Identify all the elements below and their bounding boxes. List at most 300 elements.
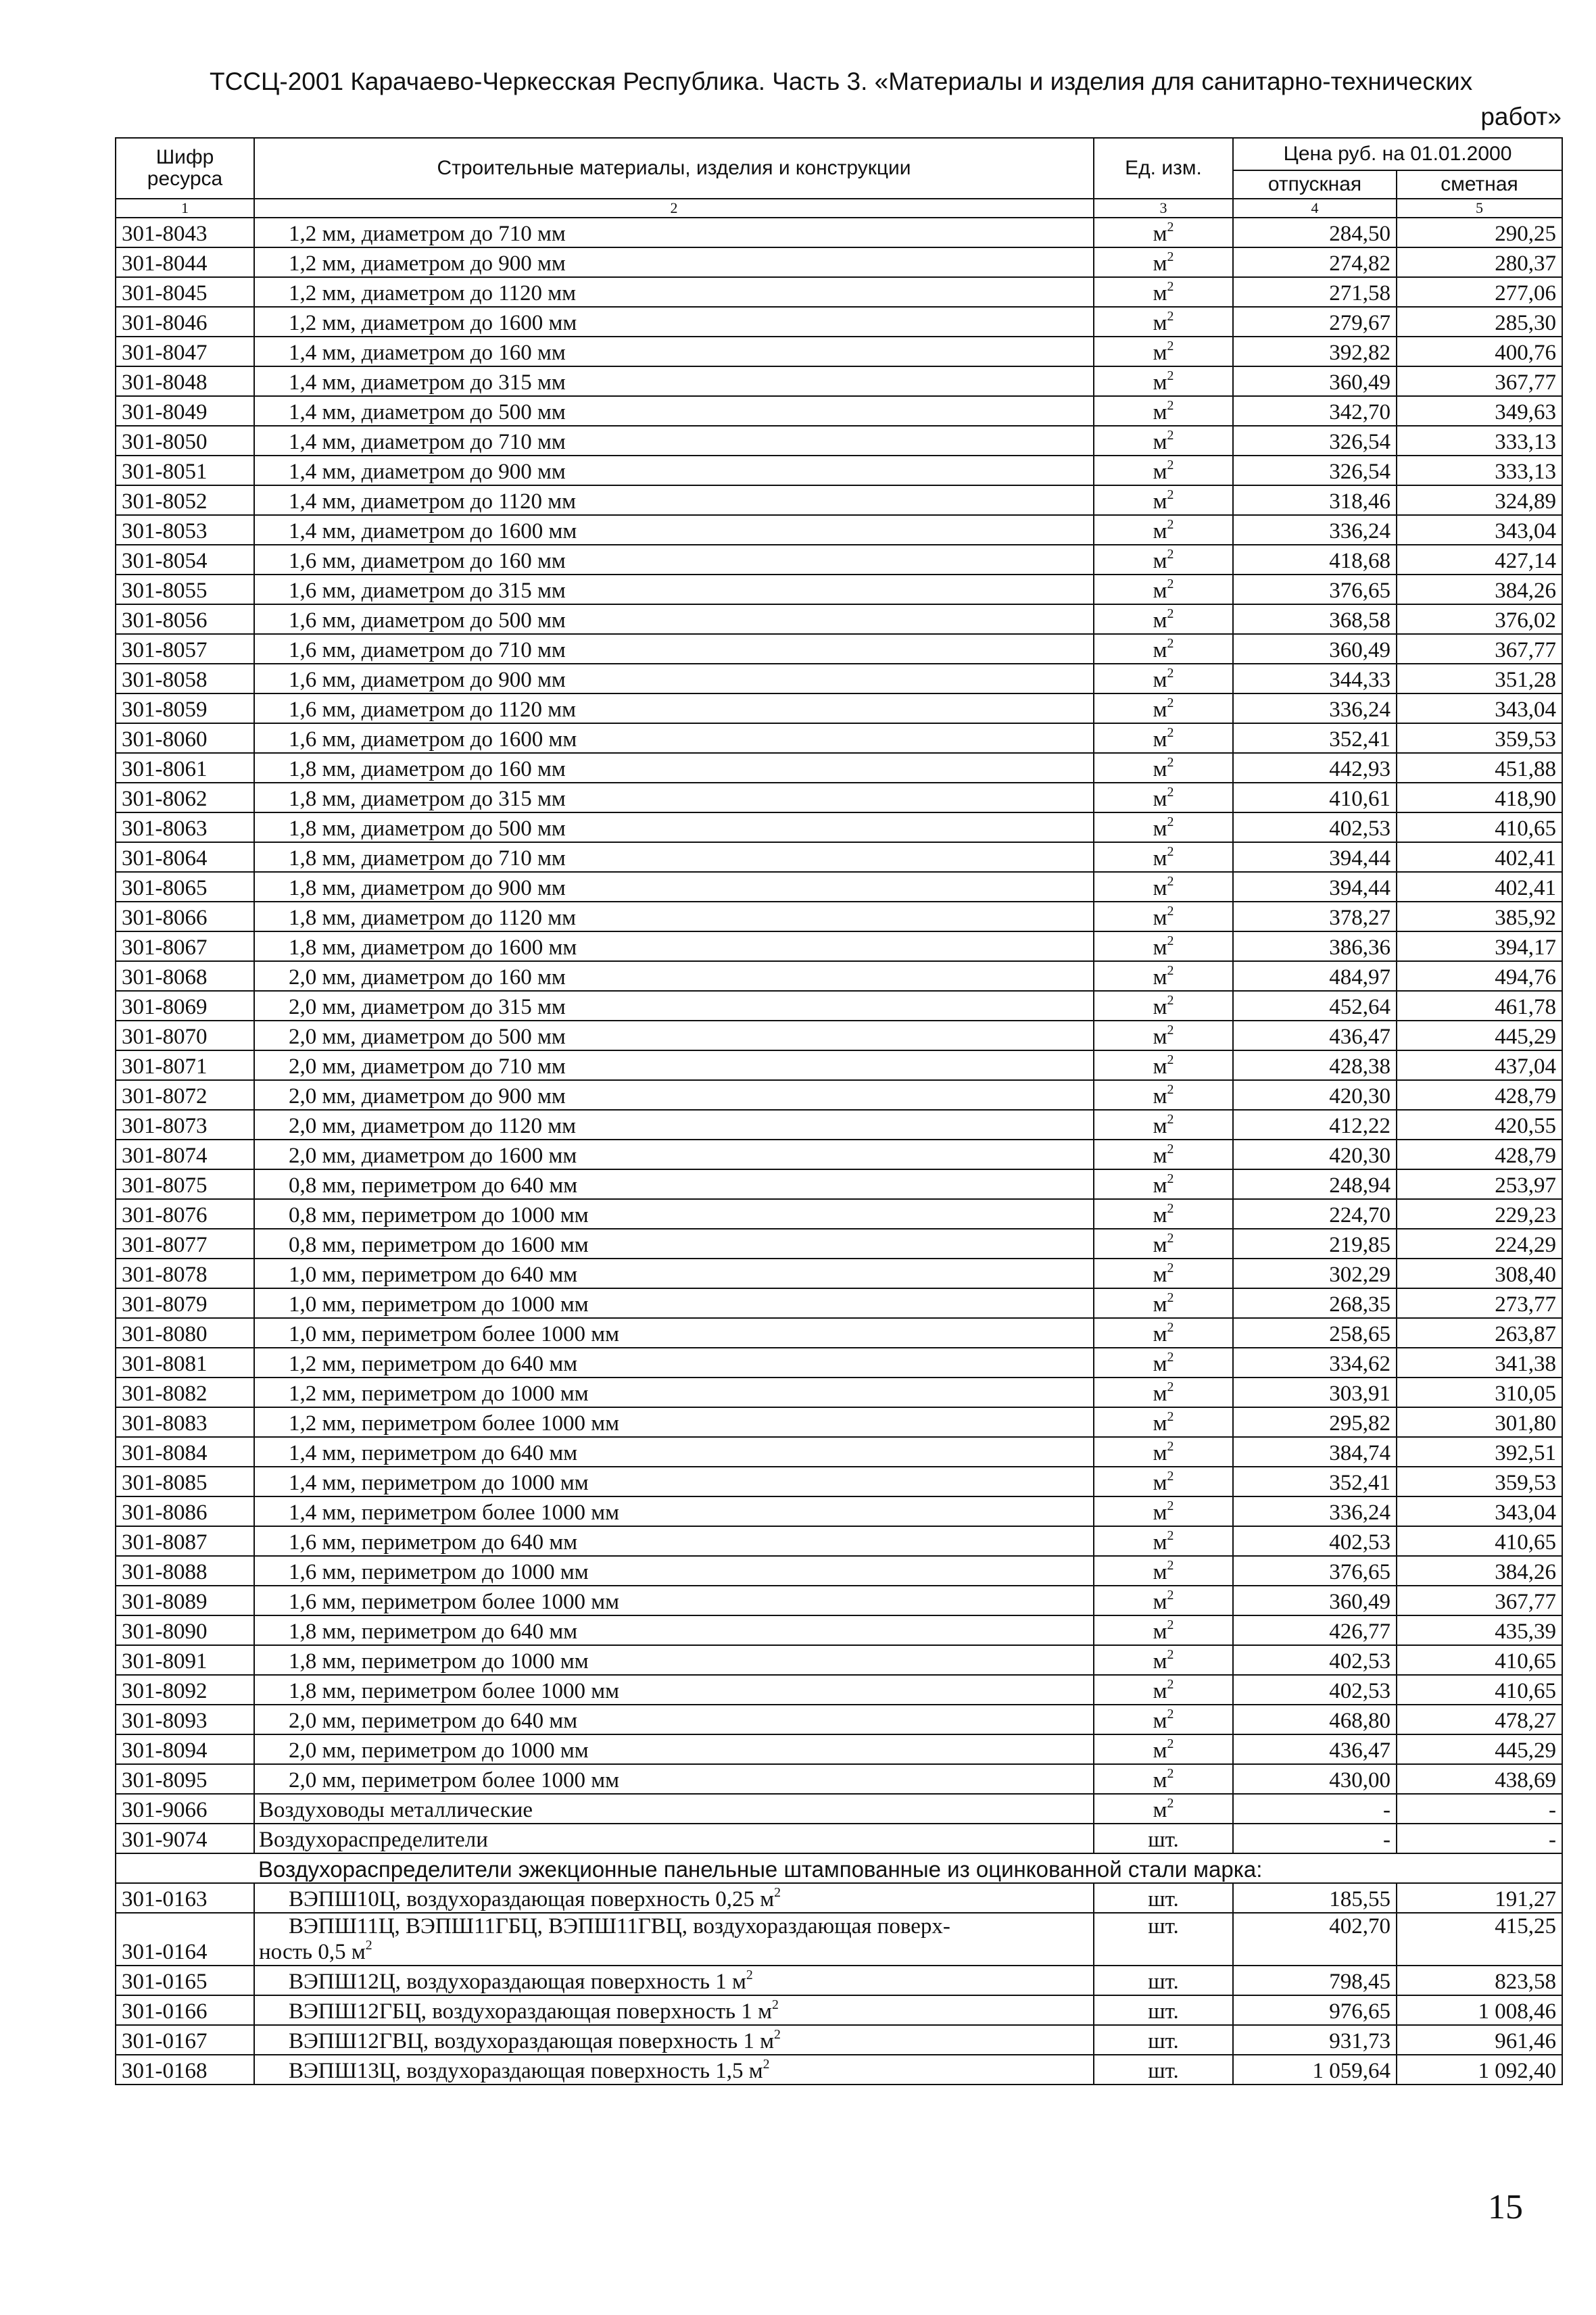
release-price: 326,54 (1233, 456, 1397, 485)
resource-code: 301-8072 (116, 1080, 254, 1110)
resource-code: 301-8055 (116, 575, 254, 604)
release-price: 402,53 (1233, 1526, 1397, 1556)
resource-code: 301-8045 (116, 277, 254, 307)
release-price: 284,50 (1233, 218, 1397, 247)
table-row (116, 902, 1562, 931)
unit-text: м (1153, 906, 1167, 930)
name-superscript: 2 (746, 1968, 753, 1982)
item-name-text: 1,8 мм, периметром до 1000 мм (289, 1649, 589, 1674)
table-row (116, 1110, 1562, 1140)
release-price: 420,30 (1233, 1140, 1397, 1169)
release-price: 798,45 (1233, 1966, 1397, 1995)
estimate-price: 451,88 (1397, 753, 1562, 783)
release-price: 295,82 (1233, 1407, 1397, 1437)
estimate-price: - (1397, 1794, 1562, 1824)
unit-text: м (1153, 995, 1167, 1019)
unit-text: м (1153, 608, 1167, 633)
unit-superscript: 2 (1167, 487, 1174, 502)
unit-text: м (1153, 281, 1167, 306)
table-row (116, 1407, 1562, 1437)
release-price: 271,58 (1233, 277, 1397, 307)
estimate-price: 367,77 (1397, 634, 1562, 664)
resource-code: 301-8080 (116, 1318, 254, 1348)
estimate-price: 341,38 (1397, 1348, 1562, 1378)
unit-superscript: 2 (1167, 636, 1174, 651)
table-row (116, 1080, 1562, 1110)
release-price: 484,97 (1233, 961, 1397, 991)
table-row (116, 1526, 1562, 1556)
table-row (116, 664, 1562, 693)
unit-cell (1094, 1259, 1233, 1288)
unit-cell (1094, 1824, 1233, 1853)
unit-superscript: 2 (1167, 1588, 1174, 1603)
unit-superscript: 2 (1167, 279, 1174, 294)
unit-superscript: 2 (1167, 1617, 1174, 1632)
unit-text: шт. (1148, 1887, 1179, 1911)
table-row (116, 426, 1562, 456)
release-price: 430,00 (1233, 1764, 1397, 1794)
item-name-text: 1,4 мм, диаметром до 160 мм (289, 341, 566, 365)
unit-superscript: 2 (1167, 309, 1174, 324)
unit-text: м (1153, 1560, 1167, 1584)
item-name-text: 2,0 мм, периметром более 1000 мм (289, 1768, 619, 1793)
unit-superscript: 2 (1167, 696, 1174, 710)
estimate-price: 823,58 (1397, 1966, 1562, 1995)
release-price: 394,44 (1233, 842, 1397, 872)
estimate-price: 428,79 (1397, 1080, 1562, 1110)
unit-cell (1094, 1615, 1233, 1645)
unit-cell (1094, 1705, 1233, 1734)
table-row (116, 1140, 1562, 1169)
unit-superscript: 2 (1167, 1528, 1174, 1543)
unit-cell (1094, 1140, 1233, 1169)
estimate-price: 224,29 (1397, 1229, 1562, 1259)
table-row (116, 753, 1562, 783)
unit-text: м (1153, 549, 1167, 573)
table-body (116, 218, 1562, 2085)
unit-superscript: 2 (1167, 933, 1174, 948)
unit-cell (1094, 277, 1233, 307)
unit-text: м (1153, 1709, 1167, 1733)
unit-cell (1094, 842, 1233, 872)
estimate-price: 1 008,46 (1397, 1995, 1562, 2025)
item-name (254, 426, 1094, 456)
unit-superscript: 2 (1167, 547, 1174, 562)
estimate-price: 435,39 (1397, 1615, 1562, 1645)
release-price: 426,77 (1233, 1615, 1397, 1645)
release-price: 412,22 (1233, 1110, 1397, 1140)
release-price: 219,85 (1233, 1229, 1397, 1259)
table-row (116, 1288, 1562, 1318)
item-name (254, 1288, 1094, 1318)
estimate-price: 478,27 (1397, 1705, 1562, 1734)
unit-cell (1094, 1288, 1233, 1318)
item-name (254, 545, 1094, 575)
unit-cell (1094, 2055, 1233, 2085)
unit-superscript: 2 (1167, 458, 1174, 472)
estimate-price: 384,26 (1397, 1556, 1562, 1586)
unit-cell (1094, 1169, 1233, 1199)
estimate-price: 253,97 (1397, 1169, 1562, 1199)
unit-text: м (1153, 1590, 1167, 1614)
unit-text: шт. (1148, 2029, 1179, 2053)
unit-cell (1094, 1995, 1233, 2025)
item-name-text: 2,0 мм, диаметром до 160 мм (289, 965, 566, 990)
unit-cell (1094, 2025, 1233, 2055)
unit-superscript: 2 (1167, 249, 1174, 264)
item-name (254, 1348, 1094, 1378)
unit-text: м (1153, 579, 1167, 603)
unit-cell (1094, 1794, 1233, 1824)
unit-text: м (1153, 698, 1167, 722)
unit-cell (1094, 664, 1233, 693)
resource-code: 301-8063 (116, 812, 254, 842)
item-name-text: 1,0 мм, периметром до 1000 мм (289, 1292, 589, 1317)
item-name (254, 1199, 1094, 1229)
item-name (254, 1259, 1094, 1288)
resource-code: 301-8067 (116, 931, 254, 961)
table-row (116, 812, 1562, 842)
unit-cell (1094, 783, 1233, 812)
unit-cell (1094, 1556, 1233, 1586)
item-name-text: 1,4 мм, периметром до 640 мм (289, 1441, 578, 1465)
item-name (254, 693, 1094, 723)
header-line-2: работ» (1480, 103, 1562, 130)
table-row (116, 1734, 1562, 1764)
estimate-price: 367,77 (1397, 366, 1562, 396)
unit-superscript: 2 (1167, 1707, 1174, 1722)
item-name-text: 1,6 мм, диаметром до 315 мм (289, 579, 566, 603)
release-price: 352,41 (1233, 1467, 1397, 1496)
release-price: 185,55 (1233, 1883, 1397, 1913)
unit-cell (1094, 902, 1233, 931)
item-name (254, 1615, 1094, 1645)
resource-code: 301-8060 (116, 723, 254, 753)
resource-code: 301-8056 (116, 604, 254, 634)
table-header (116, 138, 1562, 218)
table-row (116, 337, 1562, 366)
table-row (116, 545, 1562, 575)
unit-superscript: 2 (1167, 1350, 1174, 1365)
table-row (116, 872, 1562, 902)
item-name (254, 218, 1094, 247)
item-name (254, 1080, 1094, 1110)
table-row (116, 1705, 1562, 1734)
item-name-text: 1,6 мм, диаметром до 710 мм (289, 638, 566, 662)
estimate-price: 410,65 (1397, 1675, 1562, 1705)
item-name-text: Воздуховоды металлические (259, 1798, 533, 1822)
table-row (116, 1615, 1562, 1645)
release-price: 436,47 (1233, 1734, 1397, 1764)
item-name-text: 1,6 мм, диаметром до 1600 мм (289, 727, 577, 752)
table-row (116, 575, 1562, 604)
unit-superscript: 2 (1167, 755, 1174, 770)
table-row (116, 1764, 1562, 1794)
resource-code: 301-8093 (116, 1705, 254, 1734)
item-name-text: 1,0 мм, периметром до 640 мм (289, 1263, 578, 1287)
unit-cell (1094, 366, 1233, 396)
estimate-price: 418,90 (1397, 783, 1562, 812)
release-price: 342,70 (1233, 396, 1397, 426)
item-name-text: 1,4 мм, диаметром до 1600 мм (289, 519, 577, 543)
unit-text: м (1153, 1203, 1167, 1227)
table-row (116, 1467, 1562, 1496)
table-row (116, 1199, 1562, 1229)
unit-cell (1094, 1437, 1233, 1467)
unit-cell (1094, 575, 1233, 604)
unit-text: шт. (1148, 2059, 1179, 2083)
unit-cell (1094, 1050, 1233, 1080)
unit-cell (1094, 1526, 1233, 1556)
unit-text: м (1153, 519, 1167, 543)
unit-text: м (1153, 846, 1167, 871)
item-name (254, 634, 1094, 664)
unit-text: м (1153, 1084, 1167, 1108)
table-row (116, 783, 1562, 812)
item-name-text: 2,0 мм, периметром до 1000 мм (289, 1738, 589, 1763)
item-name (254, 1437, 1094, 1467)
unit-superscript: 2 (1167, 1498, 1174, 1513)
table-row (116, 1824, 1562, 1853)
resource-code: 301-8090 (116, 1615, 254, 1645)
item-name-text: 1,4 мм, диаметром до 1120 мм (289, 489, 577, 514)
unit-text: м (1153, 1382, 1167, 1406)
estimate-price: 415,25 (1397, 1913, 1562, 1966)
unit-superscript: 2 (1167, 368, 1174, 383)
unit-superscript: 2 (1167, 666, 1174, 681)
resource-code: 301-8088 (116, 1556, 254, 1586)
estimate-price: 273,77 (1397, 1288, 1562, 1318)
column-number-2: 2 (254, 199, 1094, 218)
name-superscript: 2 (774, 1885, 781, 1900)
resource-code: 301-8061 (116, 753, 254, 783)
release-price: 326,54 (1233, 426, 1397, 456)
release-price: 442,93 (1233, 753, 1397, 783)
unit-text: м (1153, 1173, 1167, 1198)
item-name (254, 1021, 1094, 1050)
unit-text: м (1153, 1768, 1167, 1793)
table-row (116, 931, 1562, 961)
item-name (254, 842, 1094, 872)
estimate-price: 343,04 (1397, 515, 1562, 545)
table-row (116, 1586, 1562, 1615)
estimate-price: 280,37 (1397, 247, 1562, 277)
estimate-price: - (1397, 1824, 1562, 1853)
release-price: 428,38 (1233, 1050, 1397, 1080)
item-name-text: ВЭПШ12Ц, воздухораздающая поверхность 1 м (289, 1970, 746, 1994)
unit-text: м (1153, 787, 1167, 811)
unit-cell (1094, 1110, 1233, 1140)
resource-code: 301-8050 (116, 426, 254, 456)
unit-text: м (1153, 1679, 1167, 1703)
table-row (116, 515, 1562, 545)
unit-text: м (1153, 817, 1167, 841)
estimate-price: 229,23 (1397, 1199, 1562, 1229)
table-row (116, 1318, 1562, 1348)
unit-cell (1094, 961, 1233, 991)
unit-text: м (1153, 1738, 1167, 1763)
estimate-price: 333,13 (1397, 426, 1562, 456)
release-price: 931,73 (1233, 2025, 1397, 2055)
unit-text: шт. (1148, 1999, 1179, 2024)
estimate-price: 392,51 (1397, 1437, 1562, 1467)
item-name-text: 1,8 мм, периметром до 640 мм (289, 1619, 578, 1644)
table-row (116, 693, 1562, 723)
item-name-text: 2,0 мм, диаметром до 500 мм (289, 1025, 566, 1049)
unit-cell (1094, 634, 1233, 664)
release-price: - (1233, 1824, 1397, 1853)
unit-cell (1094, 1348, 1233, 1378)
table-row (116, 634, 1562, 664)
estimate-price: 410,65 (1397, 1526, 1562, 1556)
resource-code: 301-8081 (116, 1348, 254, 1378)
unit-superscript: 2 (1167, 339, 1174, 354)
column-header-estimate: сметная (1397, 170, 1562, 199)
release-price: 360,49 (1233, 366, 1397, 396)
estimate-price: 343,04 (1397, 693, 1562, 723)
estimate-price: 438,69 (1397, 1764, 1562, 1794)
item-name-text: 1,8 мм, диаметром до 900 мм (289, 876, 566, 900)
item-name-text: 2,0 мм, диаметром до 1120 мм (289, 1114, 577, 1138)
unit-text: м (1153, 1054, 1167, 1079)
unit-superscript: 2 (1167, 904, 1174, 919)
unit-superscript: 2 (1167, 398, 1174, 413)
item-name-text: 1,4 мм, диаметром до 315 мм (289, 370, 566, 395)
unit-superscript: 2 (1167, 1409, 1174, 1424)
item-name (254, 337, 1094, 366)
unit-superscript: 2 (1167, 874, 1174, 889)
item-name (254, 1318, 1094, 1348)
item-name-text: 0,8 мм, периметром до 640 мм (289, 1173, 578, 1198)
release-price: 279,67 (1233, 307, 1397, 337)
item-name (254, 277, 1094, 307)
column-number-1: 1 (116, 199, 254, 218)
estimate-price: 359,53 (1397, 1467, 1562, 1496)
unit-text: м (1153, 430, 1167, 454)
estimate-price: 394,17 (1397, 931, 1562, 961)
unit-cell (1094, 515, 1233, 545)
unit-cell (1094, 396, 1233, 426)
release-price: 452,64 (1233, 991, 1397, 1021)
item-name (254, 902, 1094, 931)
table-row (116, 1050, 1562, 1080)
resource-code: 301-8051 (116, 456, 254, 485)
table-row (116, 1913, 1562, 1966)
table-row (116, 1995, 1562, 2025)
resource-code: 301-8052 (116, 485, 254, 515)
unit-superscript: 2 (1167, 1112, 1174, 1127)
resource-code: 301-8094 (116, 1734, 254, 1764)
unit-cell (1094, 456, 1233, 485)
item-name-text: 1,6 мм, диаметром до 1120 мм (289, 698, 577, 722)
table-row (116, 396, 1562, 426)
item-name (254, 1229, 1094, 1259)
unit-cell (1094, 1645, 1233, 1675)
release-price: 392,82 (1233, 337, 1397, 366)
item-name (254, 753, 1094, 783)
section-row (116, 1853, 1562, 1883)
estimate-price: 402,41 (1397, 842, 1562, 872)
estimate-price: 290,25 (1397, 218, 1562, 247)
resource-code: 301-8070 (116, 1021, 254, 1050)
item-name (254, 872, 1094, 902)
resource-code: 301-8092 (116, 1675, 254, 1705)
resource-code: 301-8086 (116, 1496, 254, 1526)
resource-code: 301-8074 (116, 1140, 254, 1169)
item-name (254, 575, 1094, 604)
resource-code: 301-8085 (116, 1467, 254, 1496)
item-name (254, 2025, 1094, 2055)
release-price: 268,35 (1233, 1288, 1397, 1318)
item-name (254, 723, 1094, 753)
resource-code: 301-0167 (116, 2025, 254, 2055)
release-price: 224,70 (1233, 1199, 1397, 1229)
release-price: 402,70 (1233, 1913, 1397, 1966)
unit-cell (1094, 693, 1233, 723)
unit-text: м (1153, 1025, 1167, 1049)
table-row (116, 1675, 1562, 1705)
unit-cell (1094, 1913, 1233, 1966)
release-price: 344,33 (1233, 664, 1397, 693)
unit-cell (1094, 337, 1233, 366)
column-header-unit: Ед. изм. (1094, 138, 1233, 199)
release-price: 468,80 (1233, 1705, 1397, 1734)
unit-cell (1094, 1407, 1233, 1437)
estimate-price: 310,05 (1397, 1378, 1562, 1407)
table-row (116, 456, 1562, 485)
item-name-text: 1,4 мм, периметром до 1000 мм (289, 1471, 589, 1495)
table-row (116, 842, 1562, 872)
resource-code: 301-8046 (116, 307, 254, 337)
item-name (254, 1050, 1094, 1080)
estimate-price: 351,28 (1397, 664, 1562, 693)
item-name (254, 515, 1094, 545)
table-row (116, 2025, 1562, 2055)
item-name-text: 1,6 мм, периметром до 1000 мм (289, 1560, 589, 1584)
estimate-price: 428,79 (1397, 1140, 1562, 1169)
release-price: 976,65 (1233, 1995, 1397, 2025)
unit-cell (1094, 1764, 1233, 1794)
column-number-4: 4 (1233, 199, 1397, 218)
item-name-text: 1,2 мм, диаметром до 900 мм (289, 251, 566, 276)
unit-superscript: 2 (1167, 1082, 1174, 1097)
estimate-price: 263,87 (1397, 1318, 1562, 1348)
table-row (116, 366, 1562, 396)
unit-cell (1094, 1675, 1233, 1705)
estimate-price: 461,78 (1397, 991, 1562, 1021)
resource-code: 301-8082 (116, 1378, 254, 1407)
unit-cell (1094, 1586, 1233, 1615)
release-price: 402,53 (1233, 1645, 1397, 1675)
estimate-price: 301,80 (1397, 1407, 1562, 1437)
estimate-price: 1 092,40 (1397, 2055, 1562, 2085)
unit-superscript: 2 (1167, 606, 1174, 621)
item-name (254, 1645, 1094, 1675)
unit-cell (1094, 723, 1233, 753)
item-name (254, 1526, 1094, 1556)
item-name (254, 1496, 1094, 1526)
item-name-text: ВЭПШ11Ц, ВЭПШ11ГБЦ, ВЭПШ11ГВЦ, воздухораздающая поверх- (289, 1914, 950, 1939)
item-name-text: 1,0 мм, периметром более 1000 мм (289, 1322, 619, 1346)
unit-cell (1094, 426, 1233, 456)
release-price: 1 059,64 (1233, 2055, 1397, 2085)
item-name (254, 1140, 1094, 1169)
item-name-text: 1,8 мм, диаметром до 315 мм (289, 787, 566, 811)
unit-text: м (1153, 727, 1167, 752)
estimate-price: 308,40 (1397, 1259, 1562, 1288)
table-row (116, 218, 1562, 247)
resource-code: 301-8077 (116, 1229, 254, 1259)
